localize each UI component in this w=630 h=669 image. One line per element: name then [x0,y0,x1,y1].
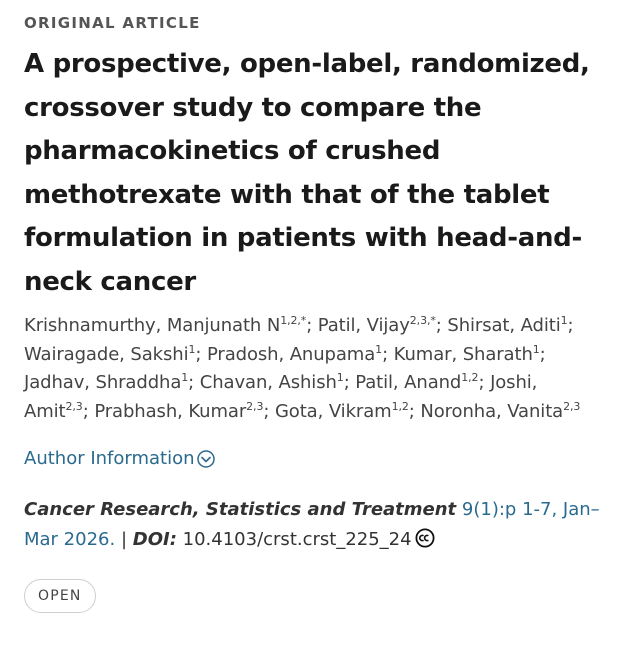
author-affiliation: 2,3 [563,399,581,413]
author-information-label: Author Information [24,448,195,469]
author-affiliation: 1 [532,342,540,356]
journal-name[interactable]: Cancer Research, Statistics and Treatment [24,499,457,520]
author-entry[interactable] [275,401,409,422]
author-affiliation: 1,2 [461,371,479,384]
author-affiliation: 1,2,* [280,314,307,327]
author-affiliation: 1,2 [391,399,409,413]
author-affiliation: 1 [336,371,344,384]
author-name: Noronha, Vanita [420,400,564,422]
author-name: Shirsat, Aditi [447,315,561,336]
author-name: Patil, Vijay [317,315,410,336]
volume-issue-pages[interactable]: 9(1):p 1-7, Jan–Mar 2026. [24,499,600,550]
open-access-badge: OPEN [24,579,96,613]
article-type-label: ORIGINAL ARTICLE [24,14,201,32]
author-name: Joshi, Amit [24,372,538,422]
author-name: Chavan, Ashish [199,372,337,393]
author-name: Jadhav, Shraddha [24,372,182,393]
author-affiliation: 2,3,* [409,314,436,327]
author-entry[interactable] [200,372,344,393]
author-name: Prabhash, Kumar [94,400,247,422]
author-entry[interactable] [355,372,478,393]
citation [24,495,606,555]
author-affiliation: 1 [375,342,383,356]
author-affiliation: 1 [181,371,189,384]
author-affiliation: 1 [188,342,196,356]
author-name: Krishnamurthy, Manjunath N [24,315,281,336]
chevron-down-circle-icon [197,450,215,468]
author-information-toggle[interactable] [24,446,606,472]
author-name: Gota, Vikram [274,400,392,422]
author-entry[interactable] [24,372,188,393]
author-entry[interactable] [394,344,540,365]
author-list: Krishnamurthy, Manjunath $N^{1,2,*}$; Patil, Vijay$^{2,3,*}$; Shirsat, Aditi$^1$; Wairagade, Sakshi$^1$; Pradosh, Anupama$^1$; Kumar, Sharath$^1$; Jadhav, Shraddha$^1$; Chavan, Ashish$^1$; Patil, Anand$^{1,2}$; Joshi, Amit$^{2,3}$; Prabhash, Kumar$^{2,3}$; Gota, Vikram$^{1,2}$; Noronha, Vanita$^{2,3}$ [24,314,581,422]
author-entry[interactable] [24,315,306,336]
doi-label: DOI: [132,529,177,550]
author-name: Pradosh, Anupama [206,343,376,365]
author-name: Wairagade, Sakshi [24,343,189,365]
author-entry[interactable] [420,401,580,422]
author-entry[interactable] [94,401,263,422]
author-affiliation: 2,3 [246,399,264,413]
creative-commons-icon[interactable] [415,528,435,548]
author-entry[interactable] [447,315,567,336]
author-affiliation: 1 [560,314,568,327]
author-affiliation: 2,3 [65,399,83,413]
doi-value[interactable]: 10.4103/crst.crst_225_24 [182,529,412,550]
author-name: Patil, Anand [355,372,462,393]
citation-separator: | [120,529,128,550]
author-entry[interactable] [24,344,195,365]
author-entry[interactable] [207,344,382,365]
author-name: Kumar, Sharath [393,343,533,365]
article-title: A prospective, open-label, randomized, crossover study to compare the pharmacokinetics of crushed methotrexate with that of the tablet formulation in patients with head-and-neck cancer [24,49,590,297]
author-entry[interactable] [318,315,436,336]
